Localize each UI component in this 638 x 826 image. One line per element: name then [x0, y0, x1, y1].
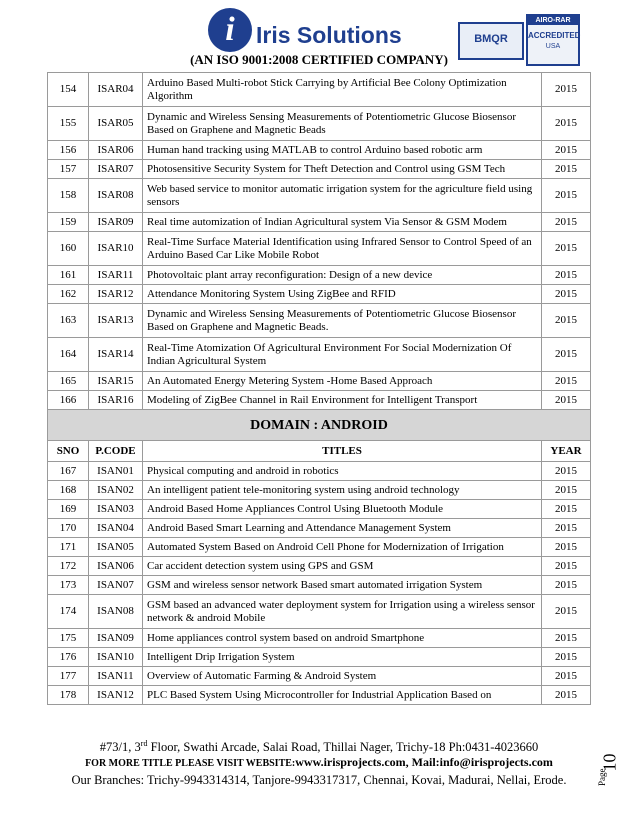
project-title-cell: Dynamic and Wireless Sensing Measurements of Potentiometric Glucose Biosensor Based on Graphene and Magnetic Beads [143, 107, 542, 141]
project-title-cell: Real-Time Surface Material Identification using Infrared Sensor to Control Speed of an Arduino Based Car Like Mobile Robot [143, 232, 542, 266]
serial-number-cell: 162 [48, 285, 89, 304]
serial-number-cell: 169 [48, 500, 89, 519]
serial-number-cell: 170 [48, 519, 89, 538]
project-title-cell: Car accident detection system using GPS and GSM [143, 557, 542, 576]
serial-number-cell: 172 [48, 557, 89, 576]
table-row [48, 304, 591, 338]
year-cell: 2015 [542, 213, 591, 232]
project-code-cell: ISAN06 [89, 557, 143, 576]
table-row [48, 481, 591, 500]
project-code-cell: ISAR11 [89, 266, 143, 285]
year-cell: 2015 [542, 481, 591, 500]
project-title-cell: GSM based an advanced water deployment system for Irrigation using a wireless sensor network & android Mobile [143, 595, 542, 629]
iso-certification: (AN ISO 9001:2008 CERTIFIED COMPANY) [190, 52, 448, 67]
year-cell: 2015 [542, 141, 591, 160]
serial-number-cell: 168 [48, 481, 89, 500]
year-cell: 2015 [542, 595, 591, 629]
table-row [48, 285, 591, 304]
year-cell: 2015 [542, 391, 591, 410]
page-number [597, 746, 623, 800]
project-title-cell: GSM and wireless sensor network Based smart automated irrigation System [143, 576, 542, 595]
project-title-cell: Real-Time Atomization Of Agricultural Environment For Social Modernization Of Indian Agricultural System [143, 338, 542, 372]
iris-logo-icon: i [208, 8, 252, 52]
serial-number-cell: 163 [48, 304, 89, 338]
project-code-cell: ISAN11 [89, 667, 143, 686]
project-code-cell: ISAR12 [89, 285, 143, 304]
year-cell: 2015 [542, 462, 591, 481]
project-code-cell: ISAN12 [89, 686, 143, 705]
table-row [48, 519, 591, 538]
project-title-cell: Android Based Home Appliances Control Using Bluetooth Module [143, 500, 542, 519]
accreditation-badge-mid: ACCREDITED [528, 31, 581, 40]
year-cell: 2015 [542, 304, 591, 338]
serial-number-cell: 157 [48, 160, 89, 179]
column-header-row [48, 441, 591, 462]
project-title-cell: Overview of Automatic Farming & Android System [143, 667, 542, 686]
project-title-cell: Home appliances control system based on android Smartphone [143, 629, 542, 648]
year-cell: 2015 [542, 160, 591, 179]
year-cell: 2015 [542, 179, 591, 213]
year-cell: 2015 [542, 500, 591, 519]
column-header-code: P.CODE [89, 441, 143, 462]
table-row [48, 179, 591, 213]
domain-heading-row [48, 410, 591, 441]
table-row [48, 141, 591, 160]
serial-number-cell: 178 [48, 686, 89, 705]
page-header [0, 0, 638, 70]
year-cell: 2015 [542, 667, 591, 686]
project-code-cell: ISAR08 [89, 179, 143, 213]
project-title-cell: PLC Based System Using Microcontroller for Industrial Application Based on [143, 686, 542, 705]
year-cell: 2015 [542, 629, 591, 648]
serial-number-cell: 155 [48, 107, 89, 141]
table-row [48, 107, 591, 141]
project-title-table [47, 72, 591, 705]
project-title-cell: Photosensitive Security System for Theft Detection and Control using GSM Tech [143, 160, 542, 179]
project-code-cell: ISAN07 [89, 576, 143, 595]
project-code-cell: ISAN08 [89, 595, 143, 629]
website-line [0, 755, 638, 771]
project-title-cell: Physical computing and android in robotics [143, 462, 542, 481]
address-line [0, 736, 638, 755]
project-title-cell: Real time automization of Indian Agricultural system Via Sensor & GSM Modem [143, 213, 542, 232]
table-row [48, 500, 591, 519]
table-row [48, 213, 591, 232]
table-row [48, 686, 591, 705]
project-title-cell: An intelligent patient tele-monitoring system using android technology [143, 481, 542, 500]
table-row [48, 462, 591, 481]
column-header-titles: TITLES [143, 441, 542, 462]
column-header-year: YEAR [542, 441, 591, 462]
project-code-cell: ISAR06 [89, 141, 143, 160]
year-cell: 2015 [542, 232, 591, 266]
address-prefix: #73/1, 3 [99, 740, 141, 755]
project-code-cell: ISAN05 [89, 538, 143, 557]
serial-number-cell: 161 [48, 266, 89, 285]
table-row [48, 595, 591, 629]
table-row [48, 629, 591, 648]
table-row [48, 538, 591, 557]
year-cell: 2015 [542, 285, 591, 304]
year-cell: 2015 [542, 338, 591, 372]
table-row [48, 648, 591, 667]
year-cell: 2015 [542, 372, 591, 391]
accreditation-badge-top: AIRO-RAR [528, 16, 578, 25]
project-code-cell: ISAR15 [89, 372, 143, 391]
table-row [48, 266, 591, 285]
bmqr-badge-icon: BMQR [458, 22, 524, 60]
domain-heading: DOMAIN : ANDROID [48, 410, 591, 441]
project-title-cell: An Automated Energy Metering System -Home Based Approach [143, 372, 542, 391]
project-code-cell: ISAR10 [89, 232, 143, 266]
table-row [48, 73, 591, 107]
project-code-cell: ISAN02 [89, 481, 143, 500]
project-code-cell: ISAR14 [89, 338, 143, 372]
page-footer [0, 736, 638, 789]
year-cell: 2015 [542, 576, 591, 595]
project-title-cell: Android Based Smart Learning and Attendance Management System [143, 519, 542, 538]
serial-number-cell: 164 [48, 338, 89, 372]
serial-number-cell: 160 [48, 232, 89, 266]
project-title-cell: Modeling of ZigBee Channel in Rail Environment for Intelligent Transport [143, 391, 542, 410]
more-titles-label: FOR MORE TITLE PLEASE VISIT WEBSITE: [85, 758, 296, 770]
serial-number-cell: 154 [48, 73, 89, 107]
project-title-cell: Photovoltaic plant array reconfiguration: Design of a new device [143, 266, 542, 285]
table-row [48, 232, 591, 266]
year-cell: 2015 [542, 107, 591, 141]
serial-number-cell: 177 [48, 667, 89, 686]
project-code-cell: ISAN03 [89, 500, 143, 519]
project-code-cell: ISAN09 [89, 629, 143, 648]
project-title-cell: Human hand tracking using MATLAB to control Arduino based robotic arm [143, 141, 542, 160]
project-code-cell: ISAN10 [89, 648, 143, 667]
serial-number-cell: 166 [48, 391, 89, 410]
project-title-cell: Intelligent Drip Irrigation System [143, 648, 542, 667]
table-row [48, 557, 591, 576]
company-name: Iris Solutions [256, 22, 402, 48]
address-suffix: Floor, Swathi Arcade, Salai Road, Thillai Nager, Trichy-18 Ph:0431-4023660 [147, 740, 539, 755]
column-header-sno: SNO [48, 441, 89, 462]
table-row [48, 338, 591, 372]
year-cell: 2015 [542, 686, 591, 705]
website-link[interactable]: www.irisprojects.com [295, 755, 406, 770]
year-cell: 2015 [542, 648, 591, 667]
accreditation-badge-bottom: USA [545, 43, 561, 50]
address-superscript: rd [140, 739, 148, 748]
project-code-cell: ISAN01 [89, 462, 143, 481]
serial-number-cell: 158 [48, 179, 89, 213]
year-cell: 2015 [542, 538, 591, 557]
project-code-cell: ISAR05 [89, 107, 143, 141]
year-cell: 2015 [542, 266, 591, 285]
serial-number-cell: 156 [48, 141, 89, 160]
project-title-cell: Dynamic and Wireless Sensing Measurements of Potentiometric Glucose Biosensor Based on Graphene and Magnetic Beads. [143, 304, 542, 338]
project-title-cell: Arduino Based Multi-robot Stick Carrying by Artificial Bee Colony Optimization Algorithm [143, 73, 542, 107]
project-code-cell: ISAR16 [89, 391, 143, 410]
serial-number-cell: 175 [48, 629, 89, 648]
table-row [48, 667, 591, 686]
serial-number-cell: 171 [48, 538, 89, 557]
project-code-cell: ISAN04 [89, 519, 143, 538]
serial-number-cell: 167 [48, 462, 89, 481]
serial-number-cell: 174 [48, 595, 89, 629]
serial-number-cell: 173 [48, 576, 89, 595]
mail-link[interactable]: , Mail:info@irisprojects.com [405, 755, 553, 770]
table-row [48, 372, 591, 391]
project-code-cell: ISAR04 [89, 73, 143, 107]
page-number-value: 10 [599, 753, 620, 772]
project-title-cell: Automated System Based on Android Cell Phone for Modernization of Irrigation [143, 538, 542, 557]
table-row [48, 160, 591, 179]
project-code-cell: ISAR09 [89, 213, 143, 232]
serial-number-cell: 176 [48, 648, 89, 667]
serial-number-cell: 165 [48, 372, 89, 391]
accreditation-badge-icon [526, 14, 580, 66]
year-cell: 2015 [542, 557, 591, 576]
year-cell: 2015 [542, 73, 591, 107]
project-title-cell: Web based service to monitor automatic irrigation system for the agriculture field using sensors [143, 179, 542, 213]
project-code-cell: ISAR07 [89, 160, 143, 179]
branches-line: Our Branches: Trichy-9943314314, Tanjore-9943317317, Chennai, Kovai, Madurai, Nellai, Erode. [71, 773, 567, 788]
year-cell: 2015 [542, 519, 591, 538]
project-title-cell: Attendance Monitoring System Using ZigBee and RFID [143, 285, 542, 304]
serial-number-cell: 159 [48, 213, 89, 232]
table-row [48, 576, 591, 595]
table-row [48, 391, 591, 410]
project-code-cell: ISAR13 [89, 304, 143, 338]
page-label: Page [597, 768, 607, 786]
